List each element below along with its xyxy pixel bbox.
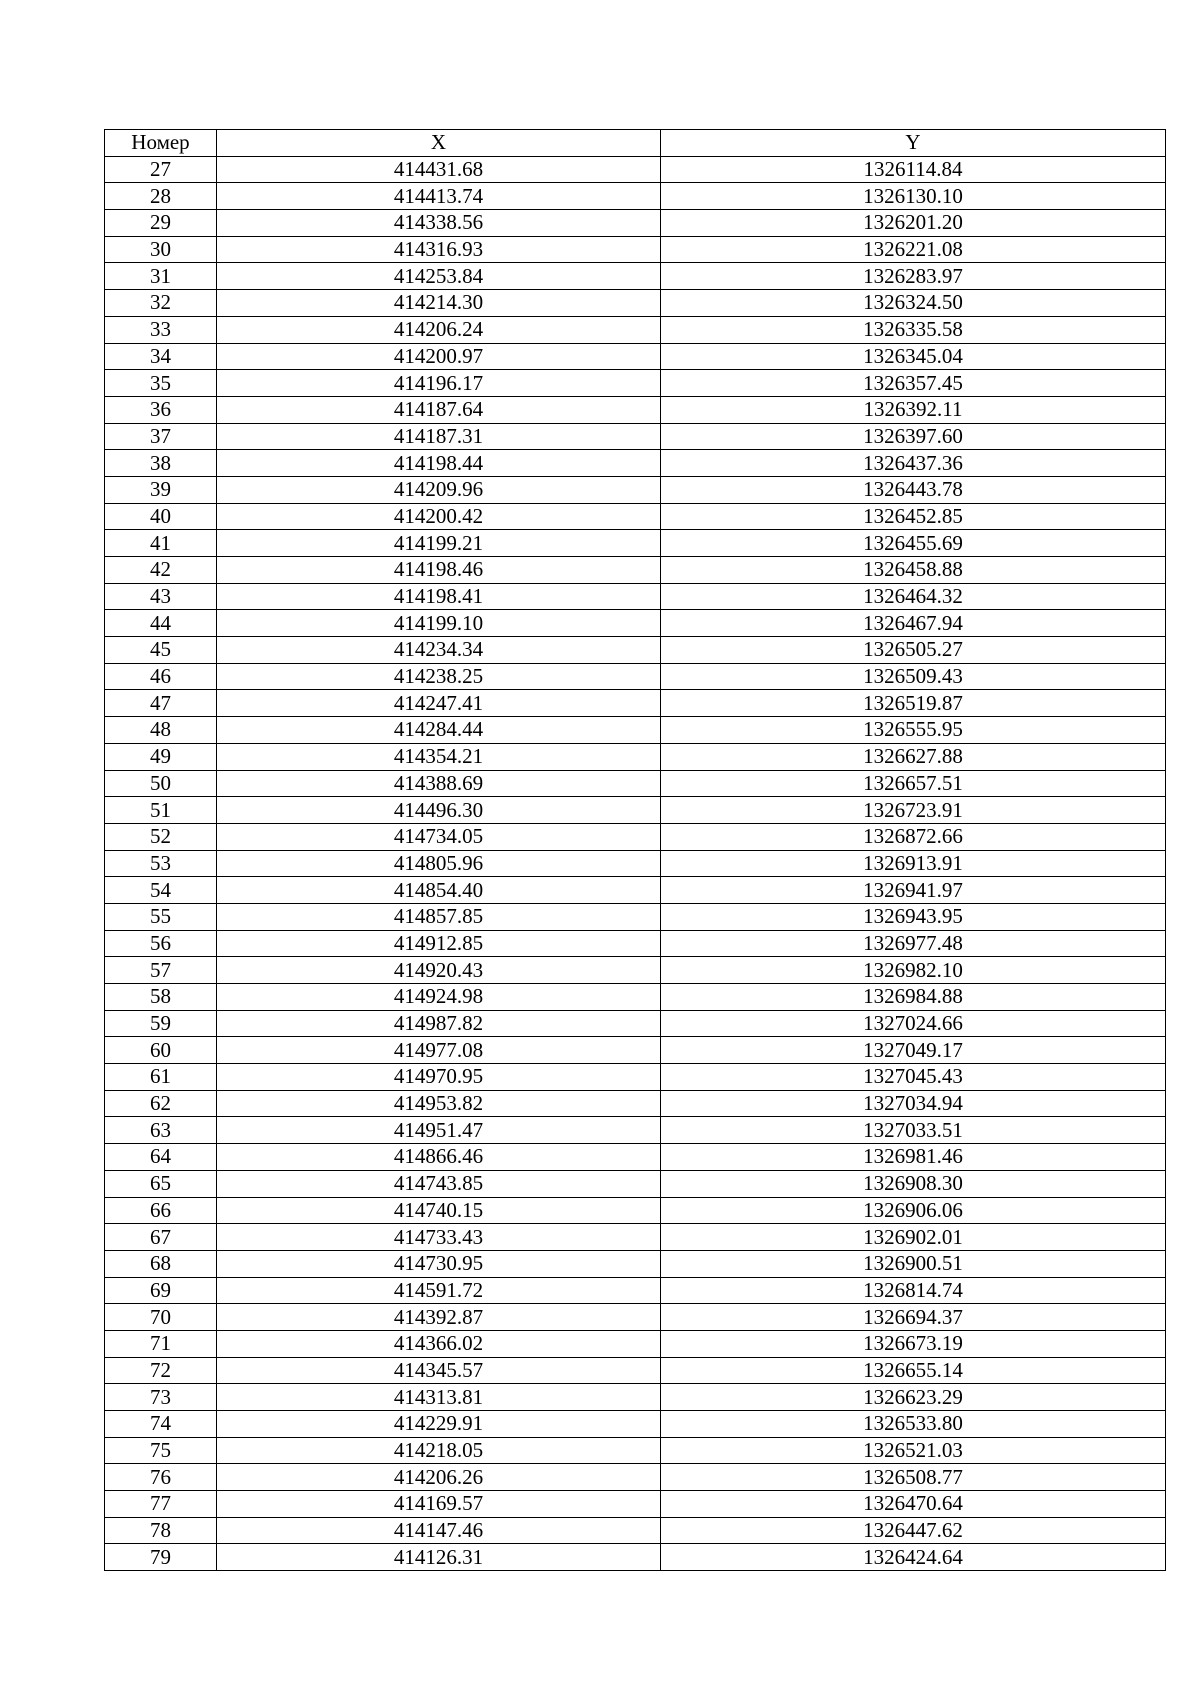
cell-x: 414866.46 — [217, 1144, 661, 1171]
table-row — [105, 396, 1166, 423]
table-row — [105, 503, 1166, 530]
cell-x: 414730.95 — [217, 1250, 661, 1277]
table-row — [105, 663, 1166, 690]
table-row — [105, 690, 1166, 717]
cell-x: 414229.91 — [217, 1411, 661, 1438]
cell-number: 29 — [105, 210, 217, 237]
cell-y: 1326673.19 — [661, 1330, 1166, 1357]
cell-y: 1326655.14 — [661, 1357, 1166, 1384]
column-header-x: X — [217, 130, 661, 157]
table-row — [105, 1197, 1166, 1224]
cell-y: 1326467.94 — [661, 610, 1166, 637]
table-row — [105, 1330, 1166, 1357]
cell-x: 414912.85 — [217, 930, 661, 957]
cell-y: 1326130.10 — [661, 183, 1166, 210]
cell-y: 1326913.91 — [661, 850, 1166, 877]
cell-number: 71 — [105, 1330, 217, 1357]
table-row — [105, 1010, 1166, 1037]
cell-number: 28 — [105, 183, 217, 210]
cell-number: 57 — [105, 957, 217, 984]
table-row — [105, 1170, 1166, 1197]
cell-y: 1326508.77 — [661, 1464, 1166, 1491]
cell-y: 1326455.69 — [661, 530, 1166, 557]
cell-y: 1326906.06 — [661, 1197, 1166, 1224]
cell-x: 414200.42 — [217, 503, 661, 530]
table-row — [105, 1517, 1166, 1544]
table-row — [105, 1064, 1166, 1091]
table-row — [105, 316, 1166, 343]
table-row — [105, 156, 1166, 183]
cell-y: 1326941.97 — [661, 877, 1166, 904]
cell-x: 414214.30 — [217, 290, 661, 317]
column-header-y: Y — [661, 130, 1166, 157]
cell-y: 1326623.29 — [661, 1384, 1166, 1411]
cell-y: 1327024.66 — [661, 1010, 1166, 1037]
table-row — [105, 530, 1166, 557]
cell-x: 414284.44 — [217, 717, 661, 744]
cell-y: 1326509.43 — [661, 663, 1166, 690]
cell-x: 414388.69 — [217, 770, 661, 797]
table-row — [105, 1544, 1166, 1571]
cell-x: 414366.02 — [217, 1330, 661, 1357]
table-row — [105, 610, 1166, 637]
cell-number: 40 — [105, 503, 217, 530]
cell-x: 414496.30 — [217, 797, 661, 824]
cell-x: 414313.81 — [217, 1384, 661, 1411]
cell-x: 414218.05 — [217, 1437, 661, 1464]
cell-x: 414206.26 — [217, 1464, 661, 1491]
table-row — [105, 450, 1166, 477]
table-row — [105, 797, 1166, 824]
cell-x: 414345.57 — [217, 1357, 661, 1384]
cell-y: 1326114.84 — [661, 156, 1166, 183]
cell-y: 1326657.51 — [661, 770, 1166, 797]
table-row — [105, 1491, 1166, 1518]
table-row — [105, 850, 1166, 877]
cell-y: 1326201.20 — [661, 210, 1166, 237]
cell-number: 37 — [105, 423, 217, 450]
table-row — [105, 290, 1166, 317]
cell-x: 414199.21 — [217, 530, 661, 557]
cell-number: 59 — [105, 1010, 217, 1037]
table-row — [105, 1277, 1166, 1304]
cell-x: 414198.41 — [217, 583, 661, 610]
cell-number: 38 — [105, 450, 217, 477]
header-row — [105, 130, 1166, 157]
cell-y: 1326392.11 — [661, 396, 1166, 423]
cell-y: 1326555.95 — [661, 717, 1166, 744]
cell-y: 1326437.36 — [661, 450, 1166, 477]
table-row — [105, 370, 1166, 397]
cell-number: 77 — [105, 1491, 217, 1518]
cell-number: 30 — [105, 236, 217, 263]
cell-x: 414733.43 — [217, 1224, 661, 1251]
cell-y: 1327034.94 — [661, 1090, 1166, 1117]
cell-y: 1327045.43 — [661, 1064, 1166, 1091]
cell-y: 1327033.51 — [661, 1117, 1166, 1144]
cell-number: 66 — [105, 1197, 217, 1224]
cell-x: 414238.25 — [217, 663, 661, 690]
cell-number: 45 — [105, 637, 217, 664]
table-row — [105, 343, 1166, 370]
cell-y: 1326723.91 — [661, 797, 1166, 824]
cell-x: 414209.96 — [217, 476, 661, 503]
cell-number: 48 — [105, 717, 217, 744]
cell-y: 1326533.80 — [661, 1411, 1166, 1438]
cell-number: 27 — [105, 156, 217, 183]
table-row — [105, 823, 1166, 850]
cell-number: 54 — [105, 877, 217, 904]
cell-number: 69 — [105, 1277, 217, 1304]
cell-y: 1326424.64 — [661, 1544, 1166, 1571]
cell-number: 36 — [105, 396, 217, 423]
table-row — [105, 717, 1166, 744]
cell-y: 1326345.04 — [661, 343, 1166, 370]
table-header — [105, 130, 1166, 157]
table-row — [105, 583, 1166, 610]
table-row — [105, 957, 1166, 984]
cell-number: 52 — [105, 823, 217, 850]
cell-number: 43 — [105, 583, 217, 610]
cell-y: 1326694.37 — [661, 1304, 1166, 1331]
cell-number: 56 — [105, 930, 217, 957]
cell-number: 31 — [105, 263, 217, 290]
table-row — [105, 1250, 1166, 1277]
cell-number: 72 — [105, 1357, 217, 1384]
cell-y: 1326982.10 — [661, 957, 1166, 984]
cell-y: 1326357.45 — [661, 370, 1166, 397]
cell-y: 1326221.08 — [661, 236, 1166, 263]
cell-number: 70 — [105, 1304, 217, 1331]
cell-number: 58 — [105, 984, 217, 1011]
cell-y: 1326335.58 — [661, 316, 1166, 343]
cell-y: 1326283.97 — [661, 263, 1166, 290]
table-row — [105, 1224, 1166, 1251]
table-row — [105, 1117, 1166, 1144]
cell-number: 41 — [105, 530, 217, 557]
cell-x: 414953.82 — [217, 1090, 661, 1117]
cell-y: 1326397.60 — [661, 423, 1166, 450]
cell-number: 68 — [105, 1250, 217, 1277]
table-row — [105, 984, 1166, 1011]
cell-x: 414198.44 — [217, 450, 661, 477]
cell-x: 414199.10 — [217, 610, 661, 637]
cell-x: 414951.47 — [217, 1117, 661, 1144]
cell-x: 414234.34 — [217, 637, 661, 664]
cell-y: 1326981.46 — [661, 1144, 1166, 1171]
cell-y: 1326814.74 — [661, 1277, 1166, 1304]
cell-number: 53 — [105, 850, 217, 877]
cell-y: 1326458.88 — [661, 557, 1166, 584]
cell-y: 1326505.27 — [661, 637, 1166, 664]
cell-number: 46 — [105, 663, 217, 690]
cell-number: 44 — [105, 610, 217, 637]
table-row — [105, 1384, 1166, 1411]
cell-x: 414354.21 — [217, 743, 661, 770]
cell-number: 35 — [105, 370, 217, 397]
cell-x: 414316.93 — [217, 236, 661, 263]
cell-x: 414970.95 — [217, 1064, 661, 1091]
table-row — [105, 770, 1166, 797]
cell-x: 414413.74 — [217, 183, 661, 210]
table-row — [105, 743, 1166, 770]
table-row — [105, 476, 1166, 503]
cell-x: 414431.68 — [217, 156, 661, 183]
cell-y: 1326470.64 — [661, 1491, 1166, 1518]
table-row — [105, 557, 1166, 584]
table-row — [105, 263, 1166, 290]
cell-x: 414591.72 — [217, 1277, 661, 1304]
cell-x: 414743.85 — [217, 1170, 661, 1197]
cell-x: 414392.87 — [217, 1304, 661, 1331]
cell-number: 74 — [105, 1411, 217, 1438]
cell-y: 1326627.88 — [661, 743, 1166, 770]
cell-x: 414740.15 — [217, 1197, 661, 1224]
cell-y: 1326443.78 — [661, 476, 1166, 503]
coordinates-table — [104, 129, 1166, 1571]
cell-number: 62 — [105, 1090, 217, 1117]
cell-y: 1326452.85 — [661, 503, 1166, 530]
cell-number: 34 — [105, 343, 217, 370]
cell-y: 1326521.03 — [661, 1437, 1166, 1464]
cell-number: 51 — [105, 797, 217, 824]
table-row — [105, 183, 1166, 210]
table-body — [105, 156, 1166, 1570]
cell-x: 414126.31 — [217, 1544, 661, 1571]
cell-number: 73 — [105, 1384, 217, 1411]
cell-y: 1326908.30 — [661, 1170, 1166, 1197]
cell-y: 1326464.32 — [661, 583, 1166, 610]
cell-x: 414187.64 — [217, 396, 661, 423]
table-row — [105, 1037, 1166, 1064]
cell-x: 414987.82 — [217, 1010, 661, 1037]
cell-x: 414196.17 — [217, 370, 661, 397]
cell-number: 55 — [105, 903, 217, 930]
cell-x: 414734.05 — [217, 823, 661, 850]
cell-x: 414805.96 — [217, 850, 661, 877]
table-row — [105, 903, 1166, 930]
table-row — [105, 1357, 1166, 1384]
cell-x: 414147.46 — [217, 1517, 661, 1544]
cell-number: 60 — [105, 1037, 217, 1064]
cell-x: 414198.46 — [217, 557, 661, 584]
table-row — [105, 1144, 1166, 1171]
cell-number: 49 — [105, 743, 217, 770]
cell-number: 39 — [105, 476, 217, 503]
cell-x: 414200.97 — [217, 343, 661, 370]
cell-y: 1326977.48 — [661, 930, 1166, 957]
table-row — [105, 637, 1166, 664]
cell-y: 1326902.01 — [661, 1224, 1166, 1251]
cell-number: 67 — [105, 1224, 217, 1251]
cell-number: 76 — [105, 1464, 217, 1491]
cell-x: 414338.56 — [217, 210, 661, 237]
cell-x: 414169.57 — [217, 1491, 661, 1518]
cell-x: 414247.41 — [217, 690, 661, 717]
cell-number: 75 — [105, 1437, 217, 1464]
cell-number: 42 — [105, 557, 217, 584]
table-row — [105, 1304, 1166, 1331]
cell-number: 61 — [105, 1064, 217, 1091]
cell-x: 414924.98 — [217, 984, 661, 1011]
cell-number: 47 — [105, 690, 217, 717]
cell-x: 414187.31 — [217, 423, 661, 450]
cell-x: 414857.85 — [217, 903, 661, 930]
cell-x: 414920.43 — [217, 957, 661, 984]
cell-number: 78 — [105, 1517, 217, 1544]
table-row — [105, 1437, 1166, 1464]
table-row — [105, 1464, 1166, 1491]
cell-y: 1326324.50 — [661, 290, 1166, 317]
cell-x: 414854.40 — [217, 877, 661, 904]
table-row — [105, 210, 1166, 237]
cell-number: 64 — [105, 1144, 217, 1171]
cell-x: 414977.08 — [217, 1037, 661, 1064]
cell-y: 1326943.95 — [661, 903, 1166, 930]
cell-y: 1326519.87 — [661, 690, 1166, 717]
table-row — [105, 423, 1166, 450]
cell-y: 1326447.62 — [661, 1517, 1166, 1544]
cell-y: 1326872.66 — [661, 823, 1166, 850]
cell-y: 1326984.88 — [661, 984, 1166, 1011]
cell-number: 33 — [105, 316, 217, 343]
column-header-number: Номер — [105, 130, 217, 157]
table-row — [105, 1090, 1166, 1117]
cell-y: 1326900.51 — [661, 1250, 1166, 1277]
cell-number: 63 — [105, 1117, 217, 1144]
cell-number: 32 — [105, 290, 217, 317]
table-row — [105, 930, 1166, 957]
cell-number: 65 — [105, 1170, 217, 1197]
cell-y: 1327049.17 — [661, 1037, 1166, 1064]
table-row — [105, 236, 1166, 263]
cell-number: 79 — [105, 1544, 217, 1571]
cell-number: 50 — [105, 770, 217, 797]
table-row — [105, 877, 1166, 904]
cell-x: 414253.84 — [217, 263, 661, 290]
table-row — [105, 1411, 1166, 1438]
cell-x: 414206.24 — [217, 316, 661, 343]
